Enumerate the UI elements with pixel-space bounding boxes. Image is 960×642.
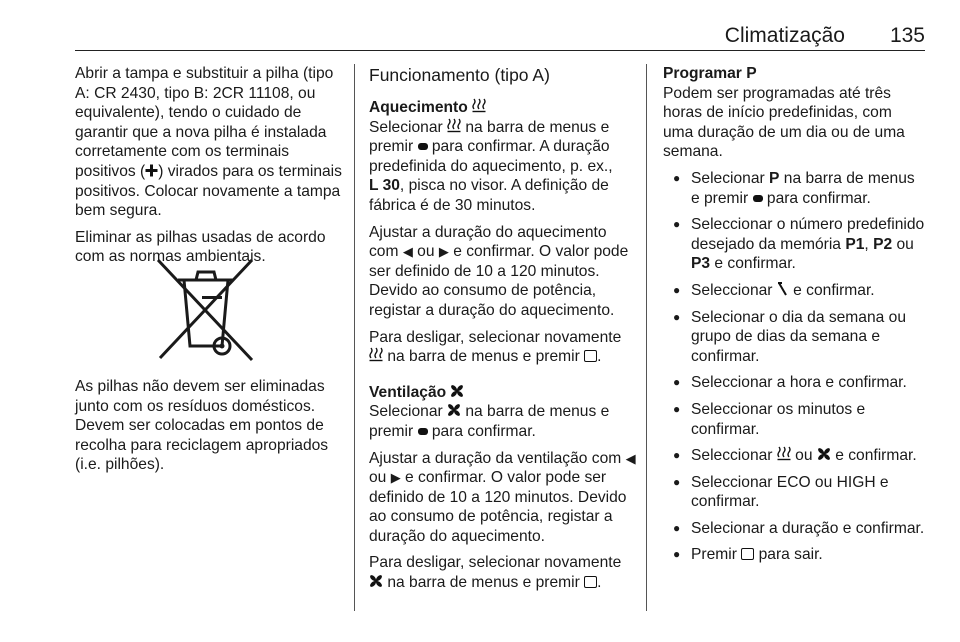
list-item: ● Seleccionar o número predefinido desejado da memória P1, P2 ou P3 e confirmar.	[663, 215, 925, 274]
heating-heading: Aquecimento	[369, 98, 637, 118]
program-heading: Programar P	[663, 65, 757, 82]
heating-waves-icon	[447, 118, 461, 133]
arrow-right-icon: ▶	[438, 244, 449, 260]
confirm-button-icon	[753, 195, 763, 202]
battery-warning-paragraph: As pilhas não devem ser eliminadas junto com os resíduos domésticos. Devem ser colocadas em pontos de recolha para reciclagem apropriados (i.e. pilhões).	[75, 378, 329, 474]
fan-icon	[447, 403, 461, 417]
list-item: ● Premir para sair.	[663, 545, 925, 565]
ventilation-paragraph-2: Ajustar a duração da ventilação com ◀ ou ▶ e confirmar. O valor pode ser definido de 10 a 120 minutos. Devido ao consumo de potência, registar a duração do aquecimento.	[369, 449, 636, 545]
list-item: ● Selecionar P na barra de menus e premir para confirmar.	[663, 169, 925, 208]
column-left	[75, 64, 345, 474]
menu-button-icon	[584, 350, 597, 362]
page-header	[75, 24, 925, 50]
list-item: ● Selecionar o dia da semana ou grupo de dias da semana e confirmar.	[663, 308, 925, 367]
header-divider	[75, 50, 925, 51]
program-steps-list	[663, 169, 925, 565]
confirm-button-icon	[418, 428, 428, 435]
confirm-button-icon	[418, 143, 428, 150]
heating-paragraph-2: Ajustar a duração do aquecimento com ◀ ou ▶ e confirmar. O valor pode ser definido de 10 a 120 minutos. Devido ao consumo de potência, registar a duração do aquecimento.	[369, 223, 629, 319]
ventilation-paragraph-3: Para desligar, selecionar novamente na barra de menus e premir .	[369, 554, 622, 592]
column-divider-1	[354, 64, 355, 611]
fan-icon	[817, 447, 831, 461]
list-item: ● Seleccionar e confirmar.	[663, 281, 925, 301]
fan-icon	[450, 384, 464, 398]
column-divider-2	[646, 64, 647, 611]
plus-icon	[145, 164, 158, 177]
arrow-right-icon: ▶	[390, 470, 401, 486]
menu-button-icon	[584, 576, 597, 588]
heating-waves-icon	[777, 446, 791, 461]
crossed-out-wheelie-bin-icon	[152, 258, 260, 364]
arrow-left-icon: ◀	[625, 450, 636, 466]
heating-waves-icon	[369, 347, 383, 362]
heating-paragraph-1: Selecionar na barra de menus e premir para confirmar. A duração predefinida do aquecimento, p. ex., L 30, pisca no visor. A definição de fábrica é de 30 minutos.	[369, 118, 613, 214]
list-item: ● Selecionar a duração e confirmar.	[663, 519, 925, 539]
fan-icon	[369, 574, 383, 588]
arrow-left-icon: ◀	[402, 244, 413, 260]
heating-default-value: L 30	[369, 177, 400, 195]
column-middle	[369, 64, 637, 600]
heating-waves-icon	[472, 98, 486, 113]
column-right	[663, 64, 925, 572]
timer-icon	[777, 282, 789, 296]
list-item: ● Seleccionar ECO ou HIGH e confirmar.	[663, 473, 925, 512]
page-number: 135	[889, 24, 925, 47]
menu-button-icon	[741, 548, 754, 560]
heating-paragraph-3: Para desligar, selecionar novamente na barra de menus e premir .	[369, 328, 622, 366]
list-item: ● Seleccionar os minutos e confirmar.	[663, 400, 925, 439]
battery-disposal-paragraph: Eliminar as pilhas usadas de acordo com as normas ambientais.	[75, 228, 326, 266]
list-item: ● Seleccionar a hora e confirmar.	[663, 373, 925, 393]
chapter-title: Climatização	[724, 24, 845, 47]
program-intro: Podem ser programadas até três horas de início predefinidas, com uma duração de um dia ou de uma semana.	[663, 84, 905, 161]
section-title-operation: Funcionamento (tipo A)	[369, 65, 550, 85]
ventilation-paragraph-1: Selecionar na barra de menus e premir para confirmar.	[369, 403, 610, 440]
battery-replace-paragraph: Abrir a tampa e substituir a pilha (tipo A: CR 2430, tipo B: 2CR 11108, ou equivalente), tendo o cuidado de garantir que a nova pilha é instalada corretamente com os terminais positivos ( ) virados para os terminais positivos. Colocar novamente a tampa bem segura.	[75, 65, 342, 220]
ventilation-heading: Ventilação	[369, 383, 637, 403]
list-item: ● Seleccionar ou e confirmar.	[663, 446, 925, 466]
